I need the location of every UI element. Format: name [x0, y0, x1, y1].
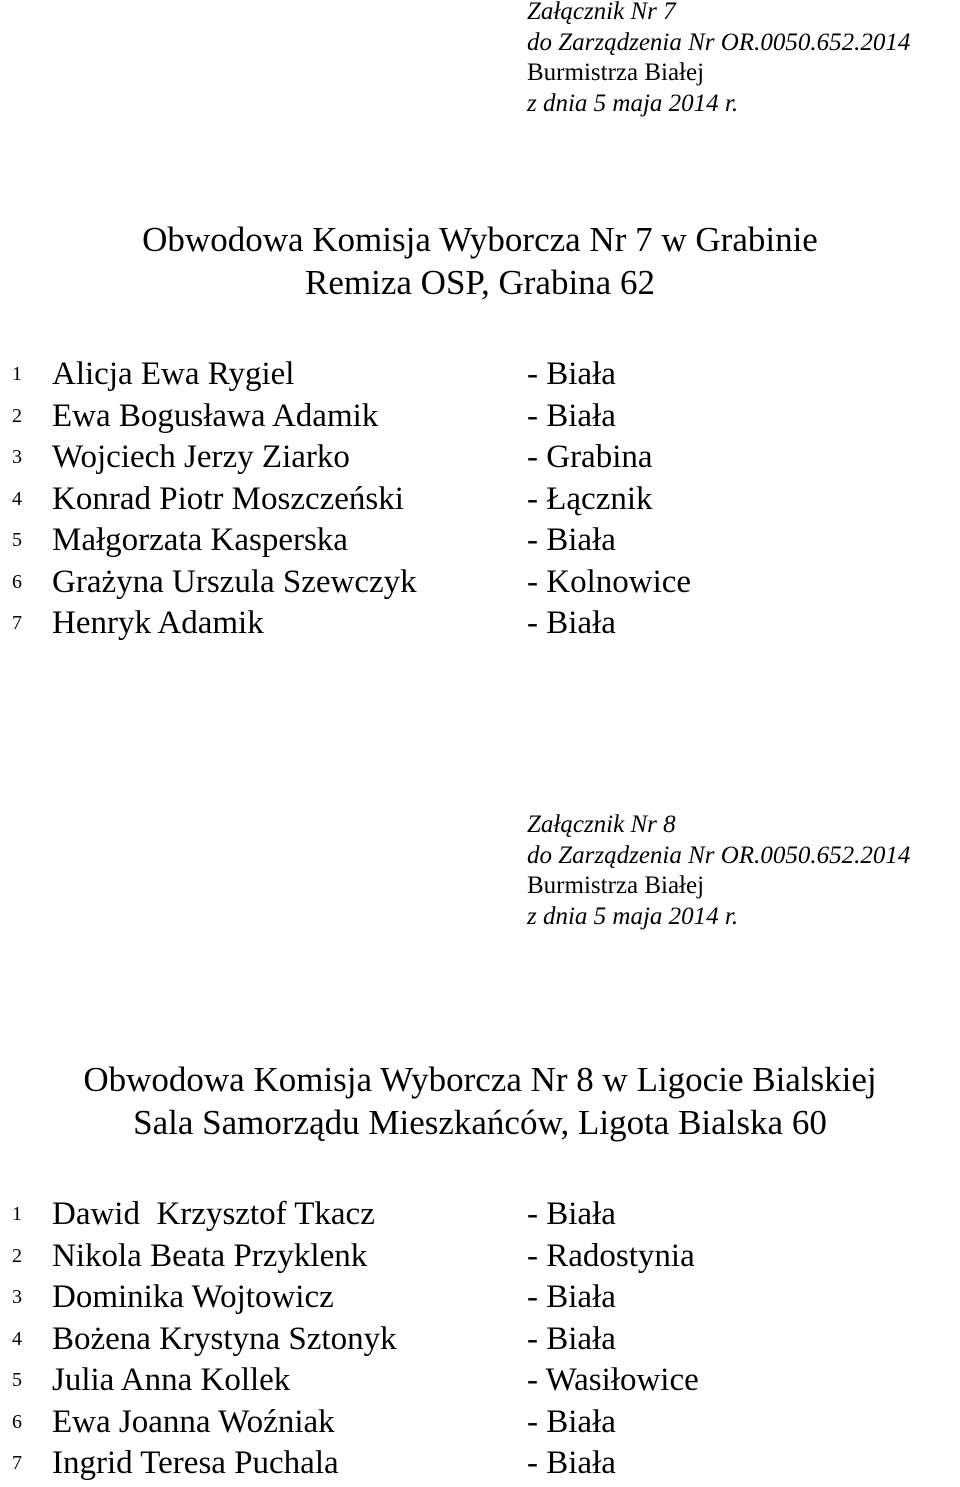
- list-item: [0, 1319, 960, 1361]
- member-number: 7: [12, 612, 22, 634]
- member-name: Henryk Adamik: [52, 605, 264, 641]
- list-item: [0, 1277, 960, 1319]
- member-place: - Biała: [527, 397, 616, 434]
- annex-date: z dnia 5 maja 2014 r.: [527, 902, 739, 930]
- member-name: Konrad Piotr Moszczeński: [52, 480, 404, 517]
- commission-location: Sala Samorządu Mieszkańców, Ligota Bialska 60: [133, 1103, 827, 1142]
- member-number: 1: [12, 1203, 22, 1225]
- member-name: Ewa Joanna Woźniak: [52, 1403, 335, 1440]
- annex-issuer: Burmistrza Białej: [527, 872, 705, 899]
- list-item: [0, 396, 960, 438]
- member-number: 4: [12, 487, 22, 510]
- member-number: 2: [12, 1244, 22, 1267]
- member-place: - Biała: [527, 1403, 616, 1440]
- annex-header-7: [527, 0, 910, 119]
- annex-number: Załącznik Nr 8: [527, 811, 676, 838]
- member-name: Małgorzata Kasperska: [52, 522, 348, 558]
- member-place: - Wasiłowice: [527, 1362, 699, 1398]
- commission-location: Remiza OSP, Grabina 62: [305, 263, 655, 302]
- commission-heading-7: [0, 218, 960, 304]
- member-name: Ingrid Teresa Puchala: [52, 1445, 339, 1481]
- member-number: 2: [12, 404, 22, 427]
- member-place: - Biała: [527, 1196, 616, 1232]
- member-place: - Kolnowice: [527, 563, 692, 600]
- list-item: [0, 1402, 960, 1444]
- member-number: 7: [12, 1452, 22, 1474]
- member-place: - Łącznik: [527, 480, 653, 517]
- list-item: [0, 479, 960, 521]
- member-name: Ewa Bogusława Adamik: [52, 397, 379, 434]
- member-number: 5: [12, 1369, 22, 1391]
- member-name: Nikola Beata Przyklenk: [52, 1237, 368, 1274]
- member-place: - Biała: [527, 1279, 616, 1315]
- list-item: [0, 1360, 960, 1402]
- member-number: 6: [12, 570, 22, 593]
- member-number: 3: [12, 1286, 22, 1308]
- commission-heading-8: [0, 1058, 960, 1144]
- annex-regulation: do Zarządzenia Nr OR.0050.652.2014: [527, 841, 911, 869]
- member-place: - Biała: [527, 1445, 616, 1481]
- member-place: - Biała: [527, 356, 616, 392]
- annex-regulation: do Zarządzenia Nr OR.0050.652.2014: [527, 28, 911, 56]
- list-item: [0, 354, 960, 396]
- member-name: Bożena Krystyna Sztonyk: [52, 1320, 397, 1357]
- member-number: 5: [12, 529, 22, 551]
- annex-date: z dnia 5 maja 2014 r.: [527, 89, 739, 117]
- commission-title: Obwodowa Komisja Wyborcza Nr 7 w Grabinie: [142, 220, 818, 259]
- list-item: [0, 437, 960, 479]
- member-number: 6: [12, 1410, 22, 1433]
- member-place: - Grabina: [527, 439, 653, 475]
- member-name: Dominika Wojtowicz: [52, 1279, 334, 1315]
- member-list-7: [0, 354, 960, 645]
- list-item: [0, 562, 960, 604]
- member-place: - Biała: [527, 522, 616, 558]
- member-place: - Radostynia: [527, 1237, 695, 1274]
- member-name: Dawid Krzysztof Tkacz: [52, 1196, 375, 1232]
- member-name: Alicja Ewa Rygiel: [52, 356, 295, 392]
- annex-number: Załącznik Nr 7: [527, 0, 676, 25]
- member-name: Wojciech Jerzy Ziarko: [52, 439, 350, 475]
- member-place: - Biała: [527, 1320, 616, 1357]
- list-item: [0, 520, 960, 562]
- member-name: Julia Anna Kollek: [52, 1362, 291, 1398]
- commission-title: Obwodowa Komisja Wyborcza Nr 8 w Ligocie Bialskiej: [83, 1060, 877, 1099]
- list-item: [0, 1194, 960, 1236]
- member-number: 4: [12, 1327, 22, 1350]
- annex-header-8: [527, 810, 910, 932]
- list-item: [0, 1236, 960, 1278]
- list-item: [0, 1443, 960, 1485]
- member-name: Grażyna Urszula Szewczyk: [52, 563, 417, 600]
- member-number: 3: [12, 446, 22, 468]
- list-item: [0, 603, 960, 645]
- annex-issuer: Burmistrza Białej: [527, 59, 705, 86]
- member-list-8: [0, 1194, 960, 1485]
- member-place: - Biała: [527, 605, 616, 641]
- member-number: 1: [12, 363, 22, 385]
